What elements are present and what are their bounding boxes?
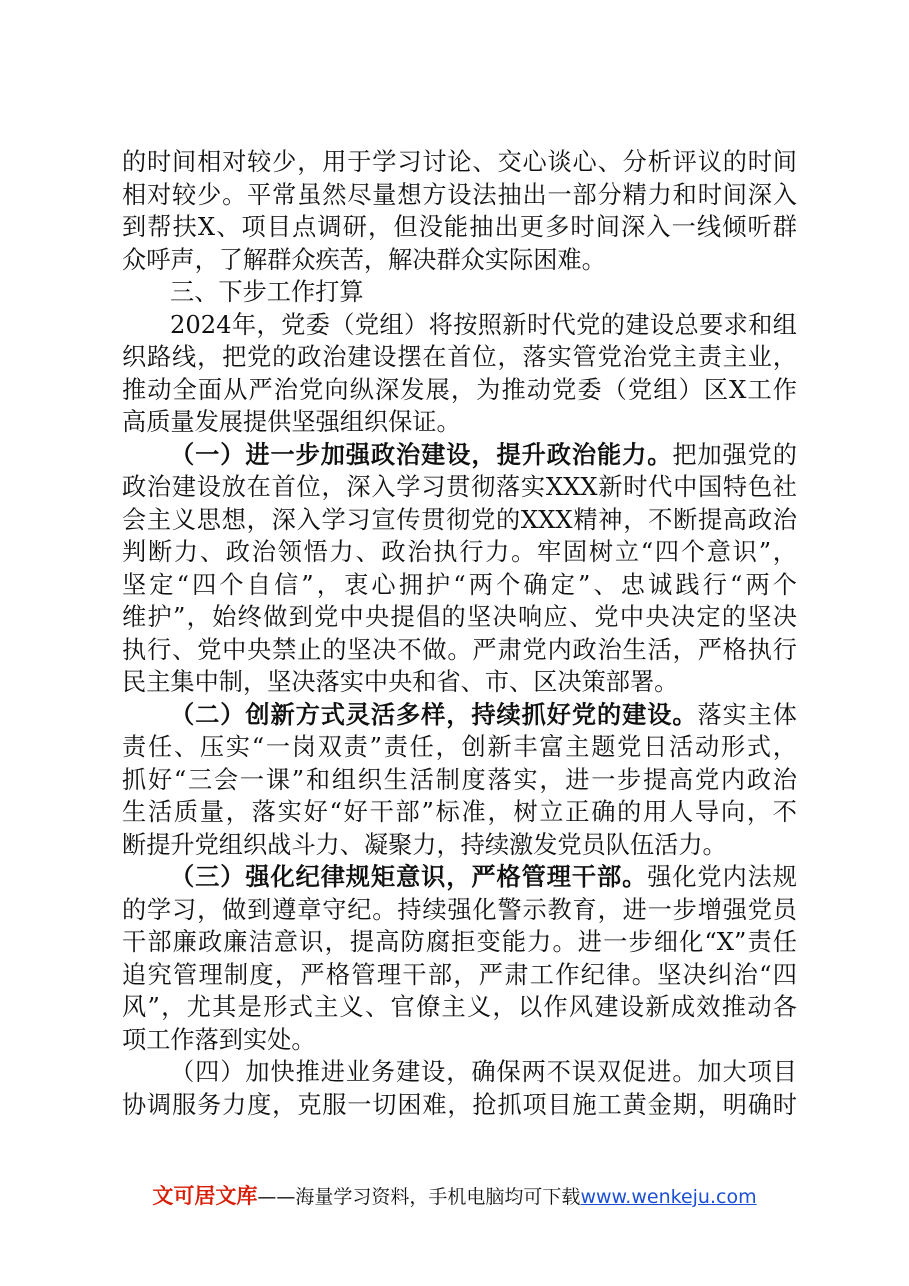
text-line [122,861,797,894]
text-line: 执行、党中央禁止的坚决不做。严肃党内政治生活，严格执行 [122,635,797,664]
text-line [122,439,797,472]
text-line: 项工作落到实处。 [122,1025,316,1054]
footer-tagline: ——海量学习资料，手机电脑均可下载 [257,1186,581,1208]
text-line: 相对较少。平常虽然尽量想方设法抽出一部分精力和时间深入 [122,180,797,209]
document-body [122,146,797,1121]
text-line: 的学习，做到遵章守纪。持续强化警示教育，进一步增强党员 [122,895,797,924]
footer-link[interactable]: www.wenkeju.com [580,1186,757,1208]
text-line: 判断力、政治领悟力、政治执行力。牢固树立“四个意识”， [122,538,797,566]
text-line [122,699,797,732]
text-line: 民主集中制，坚决落实中央和省、市、区决策部署。 [122,668,679,696]
text-line: 三、下步工作打算 [170,278,364,306]
footer-brand: 文可居文库 [152,1184,258,1208]
text-line: 坚定“四个自信”，衷心拥护“两个确定”、忠诚践行“两个 [122,570,797,599]
text-line: 抓好“三会一课”和组织生活制度落实，进一步提高党内政治 [122,765,797,794]
text-line: 众呼声，了解群众疾苦，解决群众实际困难。 [122,245,606,274]
text-line: 2024年，党委（党组）将按照新时代党的建设总要求和组 [170,310,797,339]
section-heading: （一）进一步加强政治建设，提升政治能力。 [170,439,673,469]
text-line: 断提升党组织战斗力、凝聚力，持续激发党员队伍活力。 [122,830,727,859]
text-line: 生活质量，落实好“好干部”标准，树立正确的用人导向，不 [122,798,797,826]
text-line: 织路线，把党的政治建设摆在首位，落实管党治党主责主业， [122,343,797,371]
text-line: 协调服务力度，克服一切困难，抢抓项目施工黄金期，明确时 [122,1090,797,1119]
text-line-rest: 强化党内法规 [647,863,797,891]
text-line: （四）加快推进业务建设，确保两不误双促进。加大项目 [170,1058,797,1086]
text-line: 会主义思想，深入学习宣传贯彻党的XXX精神，不断提高政治 [122,505,797,534]
text-line: 政治建设放在首位，深入学习贯彻落实XXX新时代中国特色社 [122,473,797,501]
text-line: 风”，尤其是形式主义、官僚主义，以作风建设新成效推动各 [122,993,797,1021]
text-line-rest: 把加强党的 [672,440,797,469]
footer-banner [0,1183,909,1210]
text-line: 高质量发展提供坚强组织保证。 [122,408,461,436]
text-line-rest: 落实主体 [697,700,797,729]
section-heading: （二）创新方式灵活多样，持续抓好党的建设。 [170,699,698,729]
text-line: 的时间相对较少，用于学习讨论、交心谈心、分析评议的时间 [122,148,797,176]
text-line: 责任、压实“一岗双责”责任，创新丰富主题党日活动形式， [122,733,797,761]
text-line: 推动全面从严治党向纵深发展，为推动党委（党组）区X工作 [122,375,797,404]
text-line: 维护”，始终做到党中央提倡的坚决响应、党中央决定的坚决 [122,603,797,631]
text-line: 到帮扶X、项目点调研，但没能抽出更多时间深入一线倾听群 [122,213,797,241]
section-heading: （三）强化纪律规矩意识，严格管理干部。 [170,862,648,891]
text-line: 追究管理制度，严格管理干部，严肃工作纪律。坚决纠治“四 [122,960,797,989]
text-line: 干部廉政廉洁意识，提高防腐拒变能力。进一步细化“X”责任 [122,928,797,956]
